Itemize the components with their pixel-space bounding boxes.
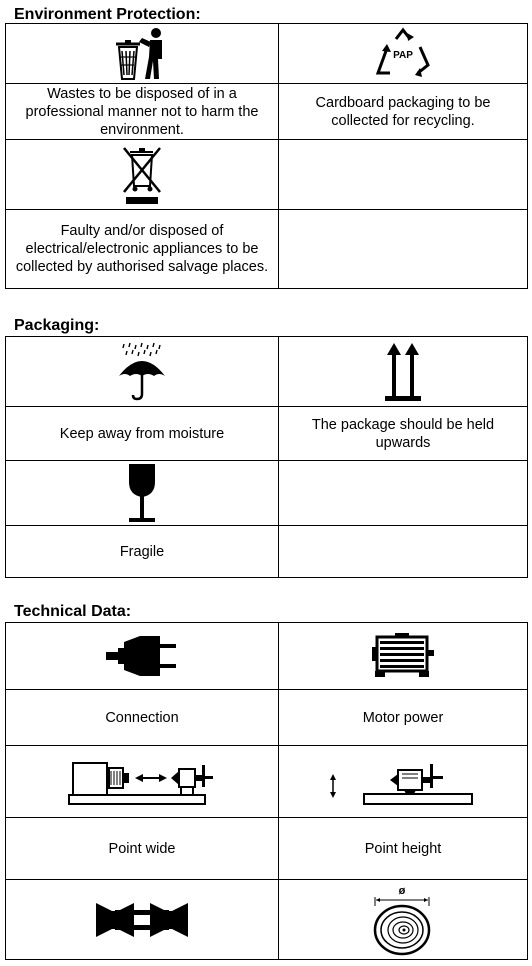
belt-pulley-icon-cell (6, 880, 279, 960)
packaging-empty-cell-2 (279, 526, 528, 578)
this-way-up-arrows-icon (383, 341, 423, 403)
packaging-text-row-2 (6, 526, 528, 578)
lathe-center-height-icon (328, 756, 478, 808)
technical-data-table (5, 622, 528, 960)
point-wide-icon-cell (6, 746, 279, 818)
point-height-text: Point height (279, 818, 528, 880)
packaging-icon-row-2 (6, 461, 528, 526)
crossed-out-wheelie-bin-icon (120, 144, 164, 206)
upwards-text: The package should be held upwards (279, 407, 528, 461)
environment-text-row-2 (6, 210, 528, 289)
moisture-text: Keep away from moisture (6, 407, 279, 461)
weee-text: Faulty and/or disposed of electrical/electronic appliances to be collected by authorised salvage places. (6, 210, 279, 289)
cardboard-recycling-text: Cardboard packaging to be collected for recycling. (279, 84, 528, 140)
lathe-center-distance-icon (67, 757, 217, 807)
power-plug-icon (106, 634, 178, 678)
technical-icon-row-3 (6, 880, 528, 960)
this-way-up-icon-cell (279, 337, 528, 407)
environment-protection-heading: Environment Protection: (14, 6, 201, 23)
environment-table (5, 23, 528, 289)
pap-recycling-icon (372, 27, 434, 81)
fragile-text: Fragile (6, 526, 279, 578)
fragile-icon-cell (6, 461, 279, 526)
packaging-table (5, 336, 528, 578)
v-belt-pulley-icon (94, 899, 190, 941)
environment-icon-row-1 (6, 24, 528, 84)
electric-motor-icon (371, 632, 435, 680)
connection-text: Connection (6, 690, 279, 746)
person-trash-bin-icon (112, 27, 172, 81)
environment-text-row-1 (6, 84, 528, 140)
packaging-icon-row-1 (6, 337, 528, 407)
point-height-icon-cell (279, 746, 528, 818)
log-diameter-icon-cell (279, 880, 528, 960)
moisture-icon-cell (6, 337, 279, 407)
waste-disposal-text: Wastes to be disposed of in a professional manner not to harm the environment. (6, 84, 279, 140)
point-wide-text: Point wide (6, 818, 279, 880)
technical-text-row-1 (6, 690, 528, 746)
waste-disposal-icon-cell (6, 24, 279, 84)
technical-text-row-2 (6, 818, 528, 880)
fragile-glass-icon (124, 462, 160, 524)
packaging-text-row-1 (6, 407, 528, 461)
technical-icon-row-2 (6, 746, 528, 818)
weee-icon-cell (6, 140, 279, 210)
environment-empty-cell-2 (279, 210, 528, 289)
motor-power-icon-cell (279, 623, 528, 690)
technical-data-heading: Technical Data: (14, 603, 132, 620)
environment-icon-row-2 (6, 140, 528, 210)
connection-icon-cell (6, 623, 279, 690)
environment-empty-cell-1 (279, 140, 528, 210)
motor-power-text: Motor power (279, 690, 528, 746)
pap-label: PAP (393, 49, 413, 61)
log-diameter-icon (371, 884, 435, 956)
diameter-label: ø (398, 884, 406, 897)
technical-icon-row-1 (6, 623, 528, 690)
packaging-empty-cell-1 (279, 461, 528, 526)
umbrella-rain-icon (116, 342, 168, 402)
cardboard-recycling-icon-cell (279, 24, 528, 84)
packaging-heading: Packaging: (14, 317, 100, 334)
